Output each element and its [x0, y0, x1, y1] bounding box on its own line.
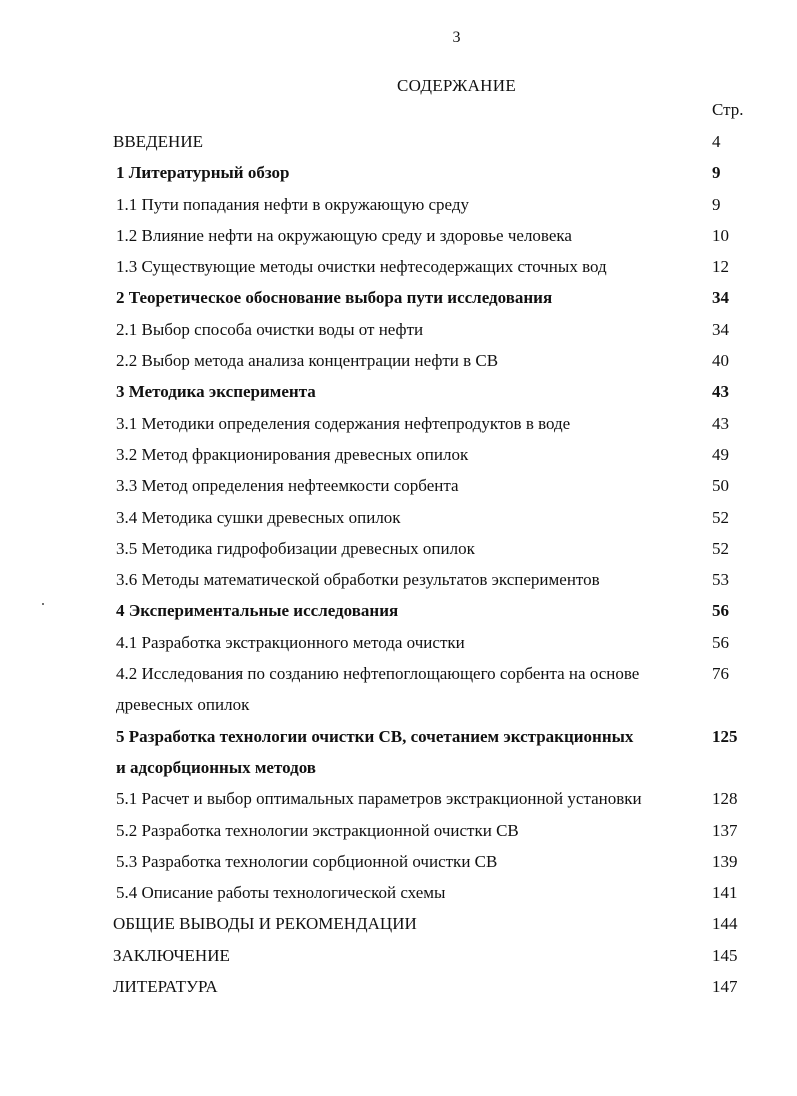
- table-of-contents: [0, 126, 797, 1002]
- toc-entry-page: 34: [712, 288, 729, 308]
- page-number: 3: [452, 29, 461, 46]
- toc-entry-page: 147: [712, 977, 738, 997]
- toc-entry-label: 5.1 Расчет и выбор оптимальных параметров экстракционной установки: [116, 789, 642, 809]
- toc-entry-label: ЗАКЛЮЧЕНИЕ: [113, 945, 230, 965]
- toc-entry-label: ВВЕДЕНИЕ: [113, 132, 203, 151]
- toc-entry[interactable]: [0, 815, 797, 846]
- toc-entry-page: 56: [712, 632, 729, 652]
- toc-entry-page: 52: [712, 538, 729, 558]
- toc-entry-label: 3 Методика эксперимента: [116, 382, 316, 402]
- toc-entry[interactable]: [0, 502, 797, 533]
- toc-entry-page: 43: [712, 413, 729, 433]
- toc-entry[interactable]: [0, 126, 797, 157]
- toc-entry-label: 2.1 Выбор способа очистки воды от нефти: [116, 319, 424, 339]
- toc-entry-label: 5.3 Разработка технологии сорбционной очистки СВ: [116, 851, 498, 871]
- toc-entry[interactable]: [0, 408, 797, 439]
- toc-entry-page: 125: [712, 726, 738, 746]
- page-title: СОДЕРЖАНИЕ: [396, 76, 517, 95]
- toc-entry-label: 4.2 Исследования по созданию нефтепоглощающего сорбента на основе: [116, 664, 640, 684]
- toc-entry[interactable]: [0, 908, 797, 939]
- toc-entry[interactable]: [0, 439, 797, 470]
- toc-entry-page: 128: [712, 789, 738, 809]
- toc-entry-page: 52: [712, 507, 729, 527]
- toc-entry[interactable]: [0, 251, 797, 282]
- toc-entry[interactable]: [0, 658, 797, 721]
- toc-entry-page: 10: [712, 225, 729, 245]
- toc-entry-label: 3.5 Методика гидрофобизации древесных опилок: [116, 538, 475, 558]
- toc-entry-page: 12: [712, 257, 729, 277]
- toc-entry-page: 49: [712, 444, 729, 464]
- toc-entry[interactable]: [0, 846, 797, 877]
- toc-entry-page: 145: [712, 945, 738, 965]
- toc-entry-page: 53: [712, 570, 729, 590]
- toc-entry-label: 1.3 Существующие методы очистки нефтесодержащих сточных вод: [116, 257, 607, 277]
- toc-entry-page: 4: [712, 132, 721, 151]
- toc-entry[interactable]: [0, 376, 797, 407]
- toc-entry-label: 5.4 Описание работы технологической схемы: [116, 883, 446, 903]
- toc-entry-label: ЛИТЕРАТУРА: [113, 977, 218, 997]
- toc-entry-page: 9: [712, 163, 721, 183]
- toc-entry-label-continuation: и адсорбционных методов: [116, 757, 316, 777]
- toc-entry-label: 3.3 Метод определения нефтеемкости сорбента: [116, 476, 459, 496]
- toc-entry-page: 40: [712, 351, 729, 371]
- toc-entry-label: 1.2 Влияние нефти на окружающую среду и здоровье человека: [116, 225, 572, 245]
- toc-entry-label: 3.1 Методики определения содержания нефтепродуктов в воде: [116, 413, 571, 433]
- toc-entry-page: 50: [712, 476, 729, 496]
- toc-entry-label: 5.2 Разработка технологии экстракционной очистки СВ: [116, 820, 519, 840]
- toc-entry-label: 3.4 Методика сушки древесных опилок: [116, 507, 401, 527]
- toc-entry-page: 141: [712, 883, 738, 903]
- toc-entry[interactable]: [0, 721, 797, 784]
- toc-entry-label: 1.1 Пути попадания нефти в окружающую среду: [116, 194, 470, 214]
- toc-entry-page: 56: [712, 601, 729, 621]
- toc-entry-label: 4.1 Разработка экстракционного метода очистки: [116, 632, 465, 652]
- toc-entry[interactable]: [0, 282, 797, 313]
- toc-entry-page: 34: [712, 319, 729, 339]
- toc-entry[interactable]: [0, 783, 797, 814]
- toc-entry-label: 3.2 Метод фракционирования древесных опилок: [116, 444, 469, 464]
- page-column-header: Стр.: [712, 100, 744, 119]
- toc-entry[interactable]: [0, 314, 797, 345]
- toc-entry-page: 139: [712, 851, 738, 871]
- toc-entry[interactable]: [0, 971, 797, 1002]
- toc-entry-label: 2 Теоретическое обоснование выбора пути исследования: [116, 288, 553, 308]
- toc-entry-page: 43: [712, 382, 729, 402]
- toc-entry[interactable]: [0, 627, 797, 658]
- toc-entry[interactable]: [0, 220, 797, 251]
- toc-entry[interactable]: [0, 940, 797, 971]
- toc-entry[interactable]: [0, 533, 797, 564]
- toc-entry-label: 3.6 Методы математической обработки результатов экспериментов: [116, 570, 600, 590]
- toc-entry[interactable]: [0, 877, 797, 908]
- toc-entry-page: 76: [712, 664, 729, 684]
- scan-speck: [42, 603, 44, 605]
- toc-entry-label: 4 Экспериментальные исследования: [116, 601, 399, 621]
- toc-entry[interactable]: [0, 345, 797, 376]
- toc-entry-page: 9: [712, 194, 721, 214]
- toc-entry[interactable]: [0, 157, 797, 188]
- toc-entry-label-continuation: древесных опилок: [116, 695, 250, 715]
- toc-entry[interactable]: [0, 470, 797, 501]
- toc-entry-page: 137: [712, 820, 738, 840]
- toc-entry[interactable]: [0, 564, 797, 595]
- toc-entry-page: 144: [712, 914, 738, 934]
- toc-entry[interactable]: [0, 189, 797, 220]
- toc-entry[interactable]: [0, 595, 797, 626]
- toc-entry-label: ОБЩИЕ ВЫВОДЫ И РЕКОМЕНДАЦИИ: [113, 914, 417, 934]
- toc-entry-label: 2.2 Выбор метода анализа концентрации нефти в СВ: [116, 351, 499, 371]
- toc-entry-label: 5 Разработка технологии очистки СВ, сочетанием экстракционных: [116, 726, 634, 746]
- toc-entry-label: 1 Литературный обзор: [116, 163, 290, 183]
